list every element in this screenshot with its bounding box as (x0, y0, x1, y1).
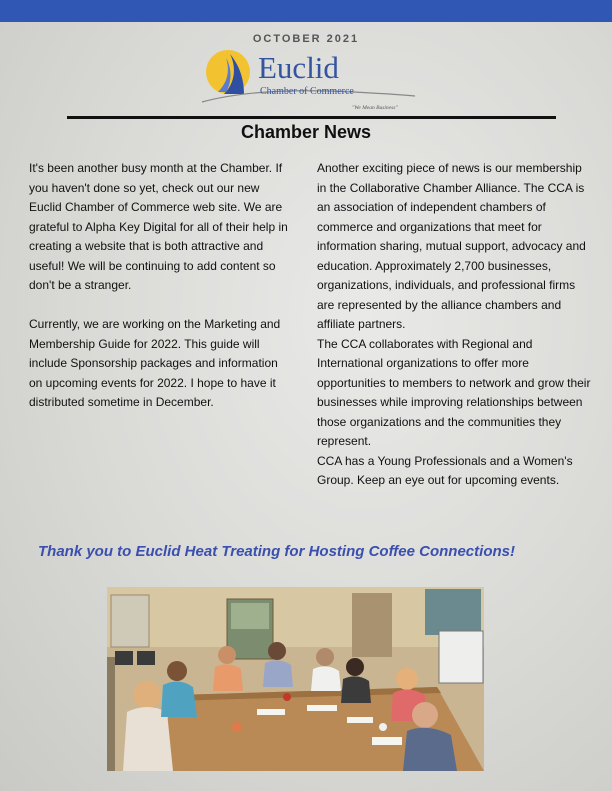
right-paragraph-2: The CCA collaborates with Regional and International organizations to offer more opportunities to members to network and grow their businesses while improving relationships between those organizations and the communities they represent. (317, 336, 591, 448)
meeting-photo-image (107, 587, 484, 771)
top-banner-bar (0, 0, 612, 22)
right-paragraph-1: Another exciting piece of news is our membership in the Collaborative Chamber Alliance. The CCA is an association of independent chambers of commerce and organizations that meet for information sharing, mutual support, advocacy and education. Approximately 2,700 businesses, organizations, individuals, and professional firms are represented by the alliance chambers and affiliate partners. (317, 161, 586, 331)
right-article-column (317, 159, 592, 491)
logo-tagline: "We Mean Business" (352, 105, 398, 111)
meeting-photo (107, 587, 484, 771)
issue-date: OCTOBER 2021 (252, 33, 360, 45)
header-divider (67, 116, 556, 119)
right-paragraph-3: CCA has a Young Professionals and a Women's Group. Keep an eye out for upcoming events. (317, 453, 573, 487)
left-paragraph-2: Currently, we are working on the Marketing and Membership Guide for 2022. This guide will include Sponsorship packages and information on upcoming events for 2022. I hope to have it distributed sometime in December. (29, 317, 281, 409)
photo-caption: Thank you to Euclid Heat Treating for Hosting Coffee Connections! (38, 543, 515, 560)
left-article-column (29, 159, 291, 413)
euclid-chamber-logo (200, 46, 420, 116)
left-paragraph-1: It's been another busy month at the Chamber. If you haven't done so yet, check out our new Euclid Chamber of Commerce web site. We are grateful to Alpha Key Digital for all of their help in creating a website that is both attractive and useful! We will be continuing to add content so don't be a stranger. (29, 161, 288, 292)
logo-subtitle: Chamber of Commerce (260, 86, 354, 97)
logo-wordmark: Euclid (258, 50, 339, 85)
page-title: Chamber News (240, 122, 372, 142)
